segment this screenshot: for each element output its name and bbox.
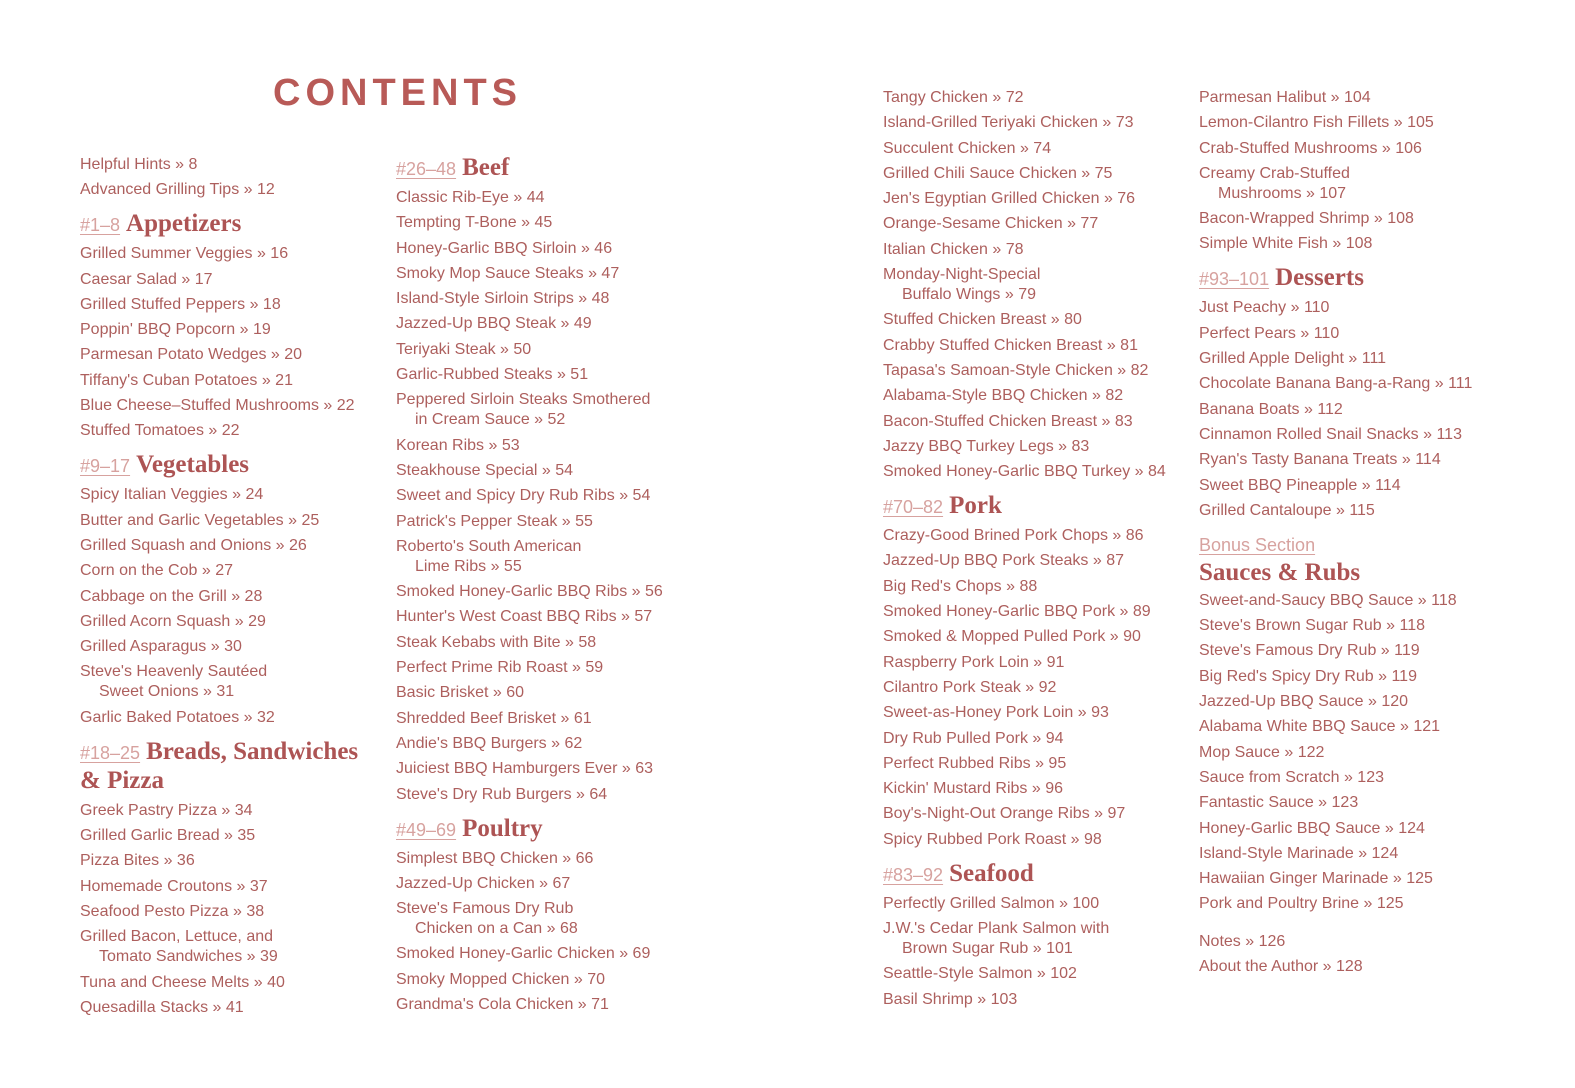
toc-entry[interactable]: Jazzed-Up BBQ Steak » 49 <box>396 315 592 333</box>
seafood-list <box>883 894 1183 1010</box>
section-name: Poultry <box>462 814 543 842</box>
toc-entry[interactable]: Stuffed Chicken Breast » 80 <box>883 311 1082 329</box>
section-name: Breads, Sandwiches <box>146 737 359 765</box>
toc-entry[interactable]: Tiffany's Cuban Potatoes » 21 <box>80 371 293 389</box>
toc-entry[interactable]: Smoky Mop Sauce Steaks » 47 <box>396 264 620 282</box>
toc-entry[interactable]: Tangy Chicken » 72 <box>883 89 1024 106</box>
toc-entry[interactable]: Big Red's Chops » 88 <box>883 577 1038 595</box>
section-range: #93–101 <box>1199 269 1270 290</box>
toc-entry[interactable]: Stuffed Tomatoes » 22 <box>80 422 240 440</box>
section-heading-pork <box>883 493 1183 522</box>
page-title: CONTENTS <box>273 72 522 114</box>
toc-entry[interactable]: Jazzed-Up Chicken » 67 <box>396 874 571 892</box>
entry-line-indented: in Cream Sauce » 52 <box>415 411 566 429</box>
section-name: Vegetables <box>136 451 250 479</box>
toc-entry[interactable] <box>883 919 1183 959</box>
section-heading-appetizers <box>80 211 380 240</box>
toc-entry[interactable]: Tuna and Cheese Melts » 40 <box>80 973 285 991</box>
toc-entry[interactable] <box>80 662 380 702</box>
toc-entry[interactable]: Korean Ribs » 53 <box>396 436 520 454</box>
toc-entry[interactable]: Ryan's Tasty Banana Treats » 114 <box>1199 451 1441 469</box>
toc-entry[interactable]: Smoked Honey-Garlic BBQ Ribs » 56 <box>396 583 663 601</box>
toc-entry[interactable]: Grilled Acorn Squash » 29 <box>80 612 266 630</box>
toc-entry[interactable]: Grilled Summer Veggies » 16 <box>80 245 289 263</box>
toc-column-2 <box>396 155 696 1020</box>
toc-entry[interactable]: Poppin' BBQ Popcorn » 19 <box>80 321 271 339</box>
toc-entry[interactable]: Just Peachy » 110 <box>1199 299 1330 317</box>
toc-entry[interactable]: Lemon-Cilantro Fish Fillets » 105 <box>1199 114 1434 132</box>
toc-entry[interactable]: Steve's Famous Dry Rub » 119 <box>1199 642 1420 660</box>
toc-entry[interactable]: Parmesan Halibut » 104 <box>1199 89 1371 106</box>
section-range: #26–48 <box>396 159 457 179</box>
section-name: Desserts <box>1275 264 1364 292</box>
toc-entry[interactable]: Parmesan Potato Wedges » 20 <box>80 346 303 364</box>
toc-entry[interactable]: Honey-Garlic BBQ Sirloin » 46 <box>396 239 613 257</box>
entry-line-indented: Mushrooms » 107 <box>1218 184 1347 202</box>
breads-list <box>80 801 380 1018</box>
toc-entry[interactable]: Jazzed-Up BBQ Sauce » 120 <box>1199 693 1409 711</box>
toc-entry[interactable]: Grilled Garlic Bread » 35 <box>80 827 256 845</box>
pork-list <box>883 526 1183 850</box>
entry-line: Monday-Night-Special <box>883 266 1041 284</box>
toc-entry[interactable]: Island-Grilled Teriyaki Chicken » 73 <box>883 114 1134 132</box>
entry-line-indented: Brown Sugar Rub » 101 <box>902 940 1073 958</box>
toc-entry[interactable]: Big Red's Spicy Dry Rub » 119 <box>1199 667 1417 685</box>
toc-entry[interactable]: Bacon-Stuffed Chicken Breast » 83 <box>883 412 1133 430</box>
toc-entry[interactable]: Perfectly Grilled Salmon » 100 <box>883 894 1100 912</box>
entry-line: Roberto's South American <box>396 537 582 555</box>
section-range: #1–8 <box>80 215 121 236</box>
toc-entry[interactable]: Seafood Pesto Pizza » 38 <box>80 902 265 920</box>
toc-entry[interactable] <box>80 927 380 967</box>
section-name-line2: & Pizza <box>80 766 164 794</box>
entry-line: Steve's Famous Dry Rub <box>396 900 574 918</box>
appetizers-list <box>80 244 380 441</box>
toc-entry[interactable]: Fantastic Sauce » 123 <box>1199 794 1359 812</box>
toc-entry[interactable]: Cabbage on the Grill » 28 <box>80 587 263 605</box>
toc-entry[interactable]: Hawaiian Ginger Marinade » 125 <box>1199 870 1433 888</box>
toc-entry[interactable]: Tempting T-Bone » 45 <box>396 214 553 232</box>
poultry-list <box>396 849 696 1015</box>
toc-entry[interactable]: Mop Sauce » 122 <box>1199 743 1325 761</box>
toc-entry[interactable]: Banana Boats » 112 <box>1199 400 1343 418</box>
toc-entry[interactable]: Crabby Stuffed Chicken Breast » 81 <box>883 336 1138 354</box>
toc-entry[interactable]: Steve's Brown Sugar Rub » 118 <box>1199 617 1425 635</box>
toc-entry[interactable]: Garlic Baked Potatoes » 32 <box>80 708 275 726</box>
toc-column-1 <box>80 155 380 1023</box>
section-range: #18–25 <box>80 742 141 763</box>
toc-entry[interactable]: Orange-Sesame Chicken » 77 <box>883 215 1099 233</box>
toc-entry[interactable]: Teriyaki Steak » 50 <box>396 340 532 358</box>
toc-entry[interactable]: Homemade Croutons » 37 <box>80 877 268 895</box>
desserts-list <box>1199 298 1499 520</box>
toc-entry[interactable]: Perfect Rubbed Ribs » 95 <box>883 754 1067 772</box>
entry-line: Steve's Heavenly Sautéed <box>80 663 268 681</box>
entry-line-indented: Chicken on a Can » 68 <box>415 920 578 938</box>
entry-line: J.W.'s Cedar Plank Salmon with <box>883 920 1110 938</box>
vegetables-list <box>80 485 380 727</box>
toc-entry[interactable]: Simplest BBQ Chicken » 66 <box>396 849 594 867</box>
toc-entry[interactable]: Honey-Garlic BBQ Sauce » 124 <box>1199 819 1425 837</box>
section-heading-breads <box>80 739 380 797</box>
toc-entry[interactable]: Pork and Poultry Brine » 125 <box>1199 895 1404 913</box>
spacer <box>1199 920 1499 932</box>
toc-entry[interactable]: Chocolate Banana Bang-a-Rang » 111 <box>1199 375 1473 393</box>
toc-entry[interactable]: Perfect Prime Rib Roast » 59 <box>396 659 604 677</box>
toc-entry[interactable]: Alabama White BBQ Sauce » 121 <box>1199 718 1441 736</box>
toc-entry[interactable]: Sweet-and-Saucy BBQ Sauce » 118 <box>1199 591 1457 609</box>
section-name: Beef <box>462 154 510 181</box>
toc-entry[interactable]: Island-Style Marinade » 124 <box>1199 844 1399 862</box>
toc-column-4 <box>1199 88 1499 982</box>
toc-entry[interactable]: Sweet and Spicy Dry Rub Ribs » 54 <box>396 487 651 505</box>
toc-entry[interactable]: Simple White Fish » 108 <box>1199 235 1373 253</box>
toc-entry[interactable]: Sweet-as-Honey Pork Loin » 93 <box>883 704 1109 722</box>
toc-entry[interactable]: Juiciest BBQ Hamburgers Ever » 63 <box>396 760 653 778</box>
toc-entry[interactable]: Steak Kebabs with Bite » 58 <box>396 633 597 651</box>
toc-entry[interactable]: Greek Pastry Pizza » 34 <box>80 801 253 819</box>
entry-line: Peppered Sirloin Steaks Smothered <box>396 391 651 409</box>
toc-entry[interactable]: Helpful Hints » 8 <box>80 156 198 173</box>
section-heading-seafood <box>883 861 1183 890</box>
section-heading-poultry <box>396 816 696 845</box>
toc-entry[interactable]: Caesar Salad » 17 <box>80 270 213 288</box>
toc-entry[interactable]: Sweet BBQ Pineapple » 114 <box>1199 476 1401 494</box>
toc-entry[interactable]: Hunter's West Coast BBQ Ribs » 57 <box>396 608 653 626</box>
toc-entry[interactable]: Spicy Italian Veggies » 24 <box>80 486 264 504</box>
section-range: #83–92 <box>883 864 944 885</box>
toc-entry[interactable]: Quesadilla Stacks » 41 <box>80 998 244 1016</box>
toc-entry[interactable]: Tapasa's Samoan-Style Chicken » 82 <box>883 361 1149 379</box>
toc-entry[interactable]: Smoked & Mopped Pulled Pork » 90 <box>883 628 1141 646</box>
toc-entry[interactable]: Grilled Stuffed Peppers » 18 <box>80 295 281 313</box>
toc-entry[interactable]: Island-Style Sirloin Strips » 48 <box>396 290 610 308</box>
toc-entry[interactable]: Notes » 126 <box>1199 932 1286 950</box>
intro-list <box>80 155 380 200</box>
toc-entry[interactable]: Sauce from Scratch » 123 <box>1199 768 1384 786</box>
toc-entry[interactable]: Steve's Dry Rub Burgers » 64 <box>396 785 608 803</box>
toc-entry[interactable]: Grilled Cantaloupe » 115 <box>1199 501 1375 519</box>
section-name: Appetizers <box>126 210 242 238</box>
toc-entry[interactable]: Grilled Squash and Onions » 26 <box>80 536 307 554</box>
toc-entry[interactable]: Dry Rub Pulled Pork » 94 <box>883 729 1064 747</box>
toc-entry[interactable]: Kickin' Mustard Ribs » 96 <box>883 780 1064 798</box>
toc-entry[interactable]: Smoked Honey-Garlic BBQ Turkey » 84 <box>883 463 1166 481</box>
section-heading-desserts <box>1199 265 1499 294</box>
toc-entry[interactable]: Grilled Apple Delight » 111 <box>1199 350 1387 368</box>
section-heading-beef <box>396 155 696 184</box>
toc-entry[interactable]: Patrick's Pepper Steak » 55 <box>396 512 593 530</box>
toc-entry[interactable]: Seattle-Style Salmon » 102 <box>883 965 1077 983</box>
toc-entry[interactable]: Italian Chicken » 78 <box>883 240 1024 258</box>
toc-entry[interactable]: Steakhouse Special » 54 <box>396 461 574 479</box>
toc-entry[interactable]: Bacon-Wrapped Shrimp » 108 <box>1199 210 1414 228</box>
toc-entry[interactable]: Corn on the Cob » 27 <box>80 562 233 580</box>
entry-line-indented: Lime Ribs » 55 <box>415 557 522 575</box>
toc-entry[interactable] <box>1199 164 1499 204</box>
bonus-label: Bonus Section <box>1199 534 1316 555</box>
section-range: #70–82 <box>883 497 944 518</box>
toc-entry[interactable]: Classic Rib-Eye » 44 <box>396 189 545 206</box>
toc-entry[interactable]: Grandma's Cola Chicken » 71 <box>396 996 609 1014</box>
toc-entry[interactable]: Garlic-Rubbed Steaks » 51 <box>396 366 589 384</box>
toc-entry[interactable]: Basil Shrimp » 103 <box>883 990 1018 1008</box>
toc-entry[interactable]: Advanced Grilling Tips » 12 <box>80 181 275 199</box>
toc-entry[interactable]: Raspberry Pork Loin » 91 <box>883 653 1065 671</box>
toc-entry[interactable] <box>883 265 1183 305</box>
beef-list <box>396 188 696 805</box>
toc-entry[interactable] <box>396 899 696 939</box>
toc-entry[interactable]: Perfect Pears » 110 <box>1199 324 1340 342</box>
entry-line-indented: Buffalo Wings » 79 <box>902 286 1037 304</box>
toc-entry[interactable]: Butter and Garlic Vegetables » 25 <box>80 511 320 529</box>
entry-line-indented: Tomato Sandwiches » 39 <box>99 948 278 966</box>
section-heading-bonus <box>1199 533 1499 559</box>
toc-entry[interactable]: Crazy-Good Brined Pork Chops » 86 <box>883 527 1144 545</box>
section-name-sauces: Sauces & Rubs <box>1199 558 1361 586</box>
toc-entry[interactable]: Jazzed-Up BBQ Pork Steaks » 87 <box>883 552 1124 570</box>
toc-entry[interactable]: Shredded Beef Brisket » 61 <box>396 709 592 727</box>
toc-entry[interactable] <box>396 537 696 577</box>
poultry-continued-list <box>883 88 1183 482</box>
toc-entry[interactable]: Pizza Bites » 36 <box>80 852 195 870</box>
seafood-continued-list <box>1199 88 1499 254</box>
toc-column-3 <box>883 88 1183 1015</box>
toc-entry[interactable]: Smoked Honey-Garlic BBQ Pork » 89 <box>883 603 1151 621</box>
toc-entry[interactable]: Spicy Rubbed Pork Roast » 98 <box>883 830 1102 848</box>
section-heading-vegetables <box>80 452 380 481</box>
toc-entry[interactable]: Smoky Mopped Chicken » 70 <box>396 970 605 988</box>
entry-line: Creamy Crab-Stuffed <box>1199 164 1350 182</box>
toc-entry[interactable]: Cinnamon Rolled Snail Snacks » 113 <box>1199 425 1462 443</box>
toc-entry[interactable]: Blue Cheese–Stuffed Mushrooms » 22 <box>80 397 355 415</box>
toc-entry[interactable]: Grilled Chili Sauce Chicken » 75 <box>883 164 1113 182</box>
toc-entry[interactable]: Jazzy BBQ Turkey Legs » 83 <box>883 437 1090 455</box>
toc-entry[interactable]: Smoked Honey-Garlic Chicken » 69 <box>396 945 651 963</box>
toc-entry[interactable]: Crab-Stuffed Mushrooms » 106 <box>1199 139 1422 157</box>
toc-entry[interactable]: Jen's Egyptian Grilled Chicken » 76 <box>883 190 1136 208</box>
sauces-list <box>1199 591 1499 915</box>
toc-entry[interactable]: Alabama-Style BBQ Chicken » 82 <box>883 387 1124 405</box>
toc-entry[interactable]: Basic Brisket » 60 <box>396 684 525 702</box>
section-name: Pork <box>949 492 1002 520</box>
toc-entry[interactable]: Andie's BBQ Burgers » 62 <box>396 734 583 752</box>
section-name: Seafood <box>949 859 1034 887</box>
toc-entry[interactable]: Grilled Asparagus » 30 <box>80 638 242 656</box>
end-matter-list <box>1199 932 1499 977</box>
toc-entry[interactable]: About the Author » 128 <box>1199 958 1363 976</box>
toc-entry[interactable] <box>396 390 696 430</box>
section-range: #49–69 <box>396 819 457 840</box>
entry-line: Grilled Bacon, Lettuce, and <box>80 928 274 946</box>
section-range: #9–17 <box>80 456 131 477</box>
toc-entry[interactable]: Cilantro Pork Steak » 92 <box>883 678 1057 696</box>
entry-line-indented: Sweet Onions » 31 <box>99 683 235 701</box>
toc-entry[interactable]: Boy's-Night-Out Orange Ribs » 97 <box>883 805 1126 823</box>
toc-entry[interactable]: Succulent Chicken » 74 <box>883 139 1052 157</box>
